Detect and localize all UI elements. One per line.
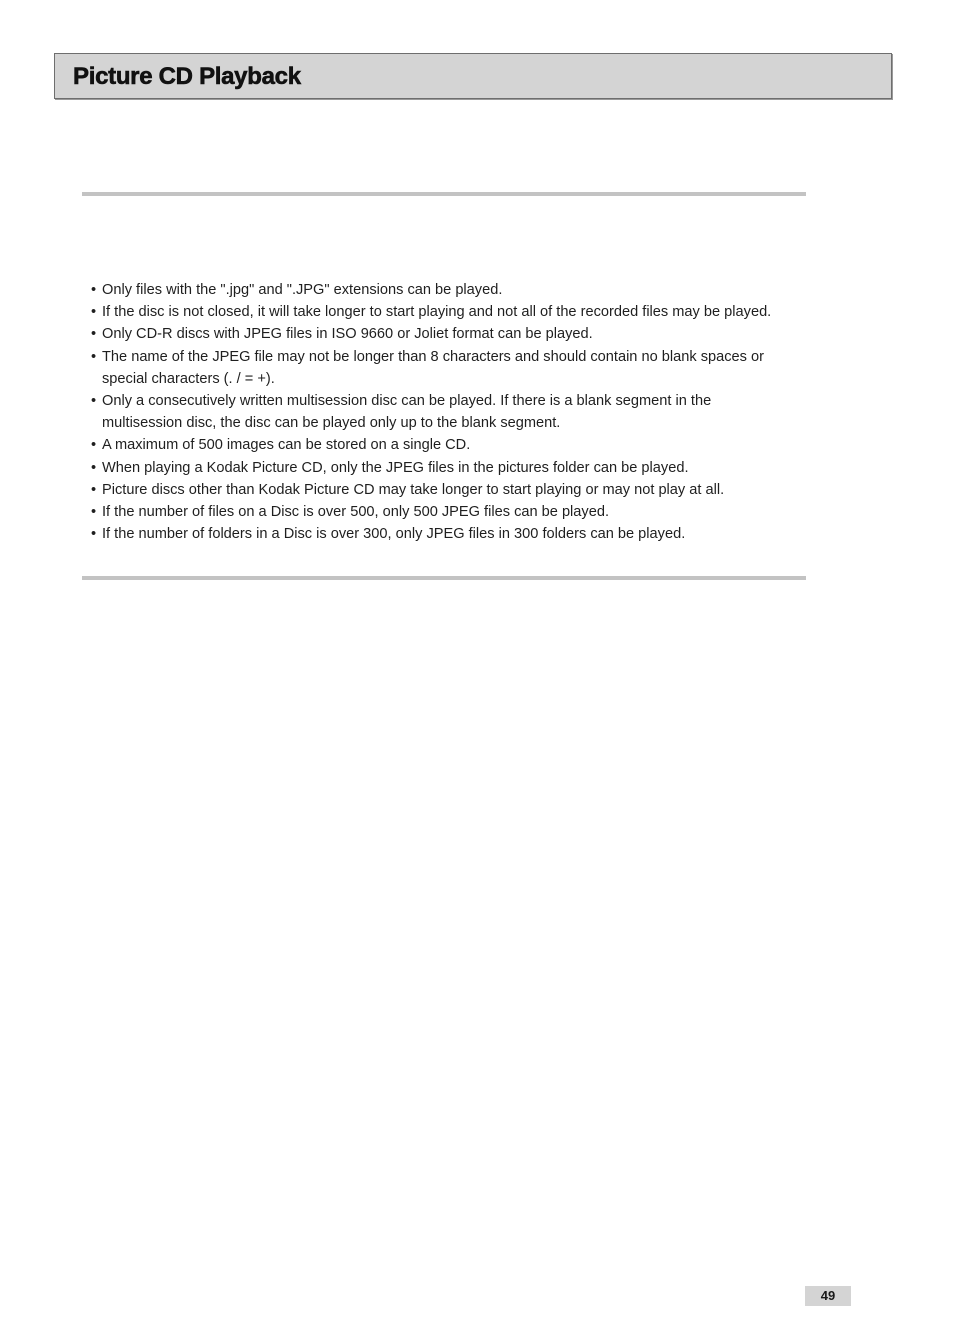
list-item xyxy=(91,479,811,501)
bullet-icon: • xyxy=(91,437,97,454)
note-text: Only files with the ".jpg" and ".JPG" extensions can be played. xyxy=(102,282,503,298)
list-item xyxy=(91,323,811,345)
note-text: The name of the JPEG file may not be longer than 8 characters and should contain no blank spaces or xyxy=(102,348,764,365)
section-title-bar xyxy=(54,53,892,99)
note-text: If the number of files on a Disc is over 500, only 500 JPEG files can be played. xyxy=(102,504,609,521)
list-item xyxy=(91,346,811,390)
bullet-icon: • xyxy=(91,326,97,343)
list-item xyxy=(91,390,811,434)
bullet-icon: • xyxy=(91,304,97,321)
note-text: Only a consecutively written multisession disc can be played. If there is a blank segment in the xyxy=(102,393,712,410)
list-item xyxy=(91,457,811,479)
top-divider xyxy=(82,192,806,196)
bullet-icon: • xyxy=(91,526,97,543)
note-text: Only CD-R discs with JPEG files in ISO 9660 or Joliet format can be played. xyxy=(102,326,593,343)
bottom-divider xyxy=(82,576,806,580)
note-text: If the number of folders in a Disc is over 300, only JPEG files in 300 folders can be played. xyxy=(102,526,686,543)
bullet-icon: • xyxy=(91,504,97,521)
bullet-icon: • xyxy=(91,348,97,365)
note-text: If the disc is not closed, it will take longer to start playing and not all of the recorded files may be played. xyxy=(102,304,772,321)
list-item xyxy=(91,434,811,456)
notes-list xyxy=(91,279,811,545)
note-text-continuation: multisession disc, the disc can be played only up to the blank segment. xyxy=(102,415,561,432)
list-item xyxy=(91,279,811,301)
bullet-icon: • xyxy=(91,282,97,298)
bullet-icon: • xyxy=(91,481,97,498)
list-item xyxy=(91,301,811,323)
note-text: A maximum of 500 images can be stored on a single CD. xyxy=(102,437,471,454)
page-number-badge xyxy=(805,1286,851,1306)
bullet-icon: • xyxy=(91,393,97,410)
list-item xyxy=(91,523,811,545)
bullet-icon: • xyxy=(91,459,97,476)
note-text: Picture discs other than Kodak Picture CD may take longer to start playing or may not play at all. xyxy=(102,481,725,498)
note-text: When playing a Kodak Picture CD, only the JPEG files in the pictures folder can be played. xyxy=(102,459,689,476)
page-title: Picture CD Playback xyxy=(73,63,301,90)
note-text-continuation: special characters (. / = +). xyxy=(102,370,275,387)
page-number: 49 xyxy=(820,1288,836,1303)
list-item xyxy=(91,501,811,523)
